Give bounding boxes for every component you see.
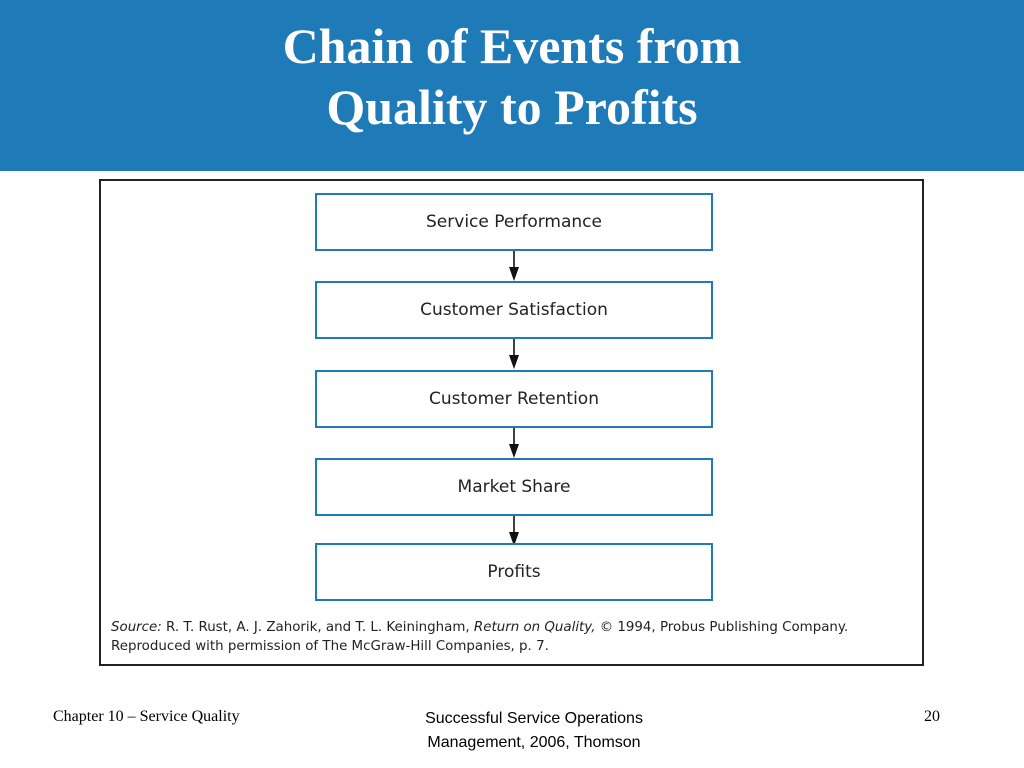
arrow-down-icon (506, 428, 522, 458)
box-customer-satisfaction: Customer Satisfaction (315, 281, 713, 339)
source-citation (111, 618, 911, 656)
title-banner (0, 0, 1024, 171)
footer-book-reference (364, 707, 704, 755)
footer-book-line-2: Management, 2006, Thomson (427, 734, 641, 751)
box-service-performance: Service Performance (315, 193, 713, 251)
page-number: 20 (924, 708, 940, 725)
source-publisher: © 1994, Probus Publishing Company. (595, 620, 849, 635)
source-label: Source: (111, 620, 162, 635)
box-profits: Profits (315, 543, 713, 601)
source-authors: R. T. Rust, A. J. Zahorik, and T. L. Keiningham, (161, 620, 474, 635)
arrow-down-icon (506, 516, 522, 546)
slide-title-line-2: Quality to Profits (326, 79, 698, 135)
box-customer-retention: Customer Retention (315, 370, 713, 428)
footer-book-line-1: Successful Service Operations (425, 710, 643, 727)
box-market-share: Market Share (315, 458, 713, 516)
flow-diagram-figure (99, 179, 924, 666)
arrow-down-icon (506, 251, 522, 281)
footer-chapter: Chapter 10 – Service Quality (53, 708, 240, 725)
source-line-2: Reproduced with permission of The McGraw-Hill Companies, p. 7. (111, 639, 549, 654)
slide-title (0, 16, 1024, 138)
source-line-1 (111, 618, 911, 637)
source-book-title: Return on Quality, (473, 620, 596, 635)
arrow-down-icon (506, 339, 522, 369)
slide-title-line-1: Chain of Events from (282, 18, 742, 74)
